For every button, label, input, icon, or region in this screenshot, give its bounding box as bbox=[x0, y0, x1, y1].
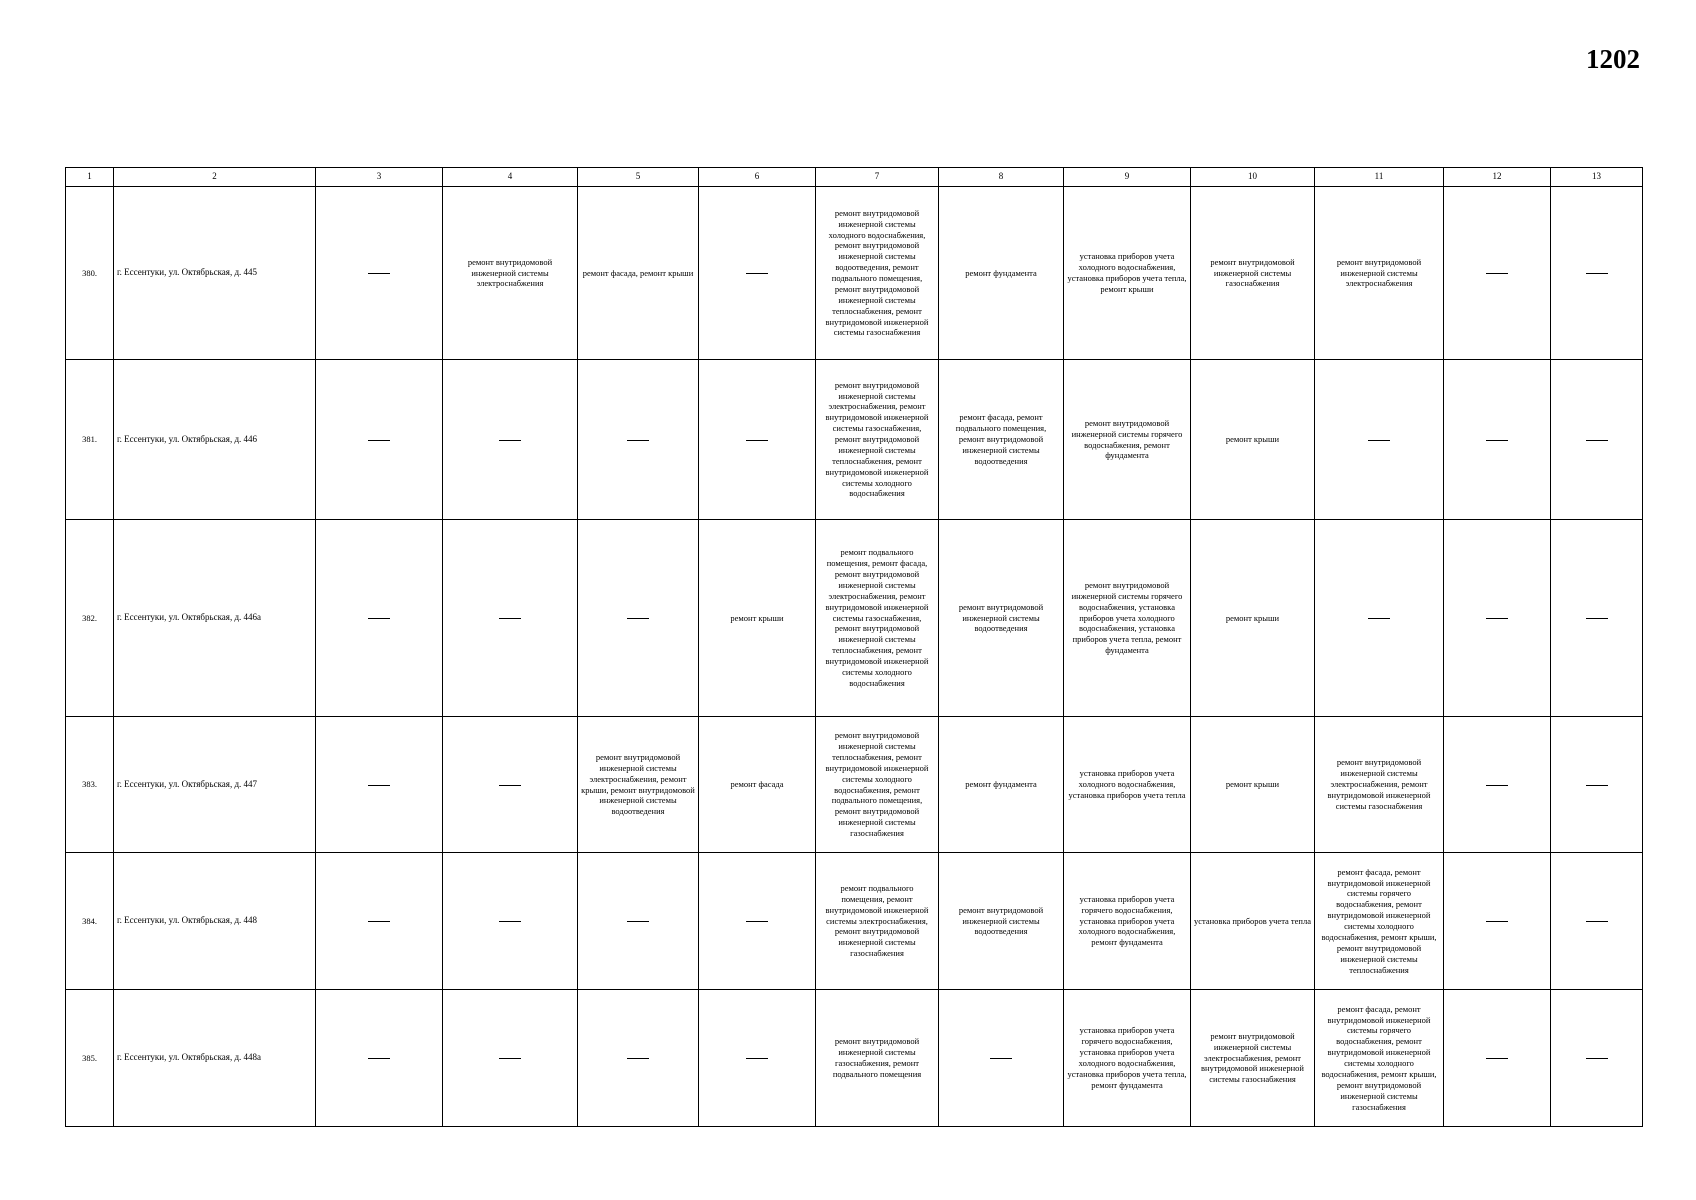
dash-mark bbox=[990, 1058, 1012, 1059]
empty-cell bbox=[699, 853, 816, 990]
empty-cell bbox=[1551, 520, 1643, 717]
empty-cell bbox=[939, 990, 1064, 1127]
empty-cell bbox=[443, 717, 578, 853]
dash-mark bbox=[499, 618, 521, 619]
column-number-header: 6 bbox=[699, 168, 816, 187]
work-cell: ремонт фундамента bbox=[939, 187, 1064, 360]
empty-cell bbox=[578, 360, 699, 520]
dash-mark bbox=[1586, 1058, 1608, 1059]
dash-mark bbox=[1586, 618, 1608, 619]
repair-schedule-table bbox=[65, 167, 1643, 1127]
column-number-header: 13 bbox=[1551, 168, 1643, 187]
dash-mark bbox=[499, 921, 521, 922]
empty-cell bbox=[316, 187, 443, 360]
dash-mark bbox=[746, 1058, 768, 1059]
dash-mark bbox=[368, 785, 390, 786]
dash-mark bbox=[627, 618, 649, 619]
work-cell: ремонт внутридомовой инженерной системы электроснабжения, ремонт внутридомовой инженерной системы газоснабжения, ремонт внутридомовой инженерной системы теплоснабжения, ремонт внутридомовой инженерной системы холодного водоснабжения bbox=[816, 360, 939, 520]
dash-mark bbox=[627, 440, 649, 441]
work-cell: ремонт фасада, ремонт подвального помещения, ремонт внутридомовой инженерной системы водоотведения bbox=[939, 360, 1064, 520]
column-number-header: 10 bbox=[1191, 168, 1315, 187]
work-cell: ремонт внутридомовой инженерной системы водоотведения bbox=[939, 520, 1064, 717]
work-cell: ремонт крыши bbox=[699, 520, 816, 717]
work-cell: ремонт внутридомовой инженерной системы водоотведения bbox=[939, 853, 1064, 990]
work-cell: ремонт внутридомовой инженерной системы горячего водоснабжения, ремонт фундамента bbox=[1064, 360, 1191, 520]
empty-cell bbox=[443, 360, 578, 520]
dash-mark bbox=[627, 1058, 649, 1059]
work-cell: ремонт внутридомовой инженерной системы электроснабжения, ремонт крыши, ремонт внутридомовой инженерной системы водоотведения bbox=[578, 717, 699, 853]
empty-cell bbox=[316, 853, 443, 990]
column-number-header: 8 bbox=[939, 168, 1064, 187]
empty-cell bbox=[699, 360, 816, 520]
dash-mark bbox=[746, 921, 768, 922]
address-cell: г. Ессентуки, ул. Октябрьская, д. 445 bbox=[114, 187, 316, 360]
work-cell: ремонт внутридомовой инженерной системы электроснабжения, ремонт внутридомовой инженерной системы газоснабжения bbox=[1315, 717, 1444, 853]
dash-mark bbox=[1368, 440, 1390, 441]
table-row bbox=[66, 990, 1643, 1127]
row-number: 380. bbox=[66, 187, 114, 360]
table-row bbox=[66, 187, 1643, 360]
empty-cell bbox=[1444, 717, 1551, 853]
column-number-header: 9 bbox=[1064, 168, 1191, 187]
empty-cell bbox=[443, 990, 578, 1127]
dash-mark bbox=[499, 440, 521, 441]
work-cell: ремонт внутридомовой инженерной системы электроснабжения bbox=[443, 187, 578, 360]
dash-mark bbox=[368, 921, 390, 922]
dash-mark bbox=[1486, 1058, 1508, 1059]
table-row bbox=[66, 520, 1643, 717]
empty-cell bbox=[578, 990, 699, 1127]
dash-mark bbox=[368, 273, 390, 274]
work-cell: ремонт внутридомовой инженерной системы электроснабжения, ремонт внутридомовой инженерной системы газоснабжения bbox=[1191, 990, 1315, 1127]
empty-cell bbox=[1444, 360, 1551, 520]
row-number: 383. bbox=[66, 717, 114, 853]
dash-mark bbox=[1586, 921, 1608, 922]
empty-cell bbox=[316, 360, 443, 520]
dash-mark bbox=[368, 440, 390, 441]
dash-mark bbox=[627, 921, 649, 922]
work-cell: ремонт крыши bbox=[1191, 360, 1315, 520]
work-cell: ремонт внутридомовой инженерной системы газоснабжения bbox=[1191, 187, 1315, 360]
work-cell: ремонт крыши bbox=[1191, 717, 1315, 853]
empty-cell bbox=[1551, 717, 1643, 853]
empty-cell bbox=[316, 520, 443, 717]
work-cell: ремонт внутридомовой инженерной системы горячего водоснабжения, установка приборов учета холодного водоснабжения, установка приборов учета тепла, ремонт фундамента bbox=[1064, 520, 1191, 717]
address-cell: г. Ессентуки, ул. Октябрьская, д. 448а bbox=[114, 990, 316, 1127]
work-cell: ремонт внутридомовой инженерной системы теплоснабжения, ремонт внутридомовой инженерной системы холодного водоснабжения, ремонт подвального помещения, ремонт внутридомовой инженерной системы газоснабжения bbox=[816, 717, 939, 853]
empty-cell bbox=[1444, 520, 1551, 717]
column-number-header: 11 bbox=[1315, 168, 1444, 187]
empty-cell bbox=[1315, 520, 1444, 717]
column-number-header: 2 bbox=[114, 168, 316, 187]
dash-mark bbox=[1486, 440, 1508, 441]
address-cell: г. Ессентуки, ул. Октябрьская, д. 448 bbox=[114, 853, 316, 990]
address-cell: г. Ессентуки, ул. Октябрьская, д. 446 bbox=[114, 360, 316, 520]
column-number-header: 5 bbox=[578, 168, 699, 187]
dash-mark bbox=[1368, 618, 1390, 619]
table-row bbox=[66, 853, 1643, 990]
empty-cell bbox=[1551, 187, 1643, 360]
work-cell: ремонт внутридомовой инженерной системы холодного водоснабжения, ремонт внутридомовой инженерной системы водоотведения, ремонт подвального помещения, ремонт внутридомовой инженерной системы теплоснабжения, ремонт внутридомовой инженерной системы газоснабжения bbox=[816, 187, 939, 360]
work-cell: установка приборов учета холодного водоснабжения, установка приборов учета тепла, ремонт крыши bbox=[1064, 187, 1191, 360]
work-cell: ремонт подвального помещения, ремонт внутридомовой инженерной системы электроснабжения, ремонт внутридомовой инженерной системы газоснабжения bbox=[816, 853, 939, 990]
dash-mark bbox=[746, 273, 768, 274]
dash-mark bbox=[1586, 440, 1608, 441]
page-number: 1202 bbox=[1586, 44, 1640, 74]
dash-mark bbox=[499, 1058, 521, 1059]
row-number: 384. bbox=[66, 853, 114, 990]
dash-mark bbox=[1486, 921, 1508, 922]
work-cell: ремонт крыши bbox=[1191, 520, 1315, 717]
empty-cell bbox=[699, 990, 816, 1127]
work-cell: ремонт подвального помещения, ремонт фасада, ремонт внутридомовой инженерной системы электроснабжения, ремонт внутридомовой инженерной системы газоснабжения, ремонт внутридомовой инженерной системы теплоснабжения, ремонт внутридомовой инженерной системы холодного водоснабжения bbox=[816, 520, 939, 717]
table-row bbox=[66, 717, 1643, 853]
dash-mark bbox=[746, 440, 768, 441]
empty-cell bbox=[316, 990, 443, 1127]
empty-cell bbox=[1444, 187, 1551, 360]
empty-cell bbox=[443, 853, 578, 990]
dash-mark bbox=[368, 1058, 390, 1059]
empty-cell bbox=[316, 717, 443, 853]
row-number: 381. bbox=[66, 360, 114, 520]
column-number-header: 12 bbox=[1444, 168, 1551, 187]
column-number-header: 4 bbox=[443, 168, 578, 187]
address-cell: г. Ессентуки, ул. Октябрьская, д. 446а bbox=[114, 520, 316, 717]
column-number-row bbox=[66, 168, 1643, 187]
column-number-header: 7 bbox=[816, 168, 939, 187]
dash-mark bbox=[1586, 785, 1608, 786]
table-row bbox=[66, 360, 1643, 520]
work-cell: ремонт фасада bbox=[699, 717, 816, 853]
dash-mark bbox=[1486, 273, 1508, 274]
empty-cell bbox=[578, 853, 699, 990]
empty-cell bbox=[443, 520, 578, 717]
dash-mark bbox=[1586, 273, 1608, 274]
row-number: 385. bbox=[66, 990, 114, 1127]
work-cell: ремонт фасада, ремонт внутридомовой инженерной системы горячего водоснабжения, ремонт внутридомовой инженерной системы холодного водоснабжения, ремонт крыши, ремонт внутридомовой инженерной системы газоснабжения bbox=[1315, 990, 1444, 1127]
empty-cell bbox=[578, 520, 699, 717]
empty-cell bbox=[1444, 990, 1551, 1127]
work-cell: ремонт фундамента bbox=[939, 717, 1064, 853]
dash-mark bbox=[1486, 785, 1508, 786]
empty-cell bbox=[1444, 853, 1551, 990]
empty-cell bbox=[1551, 990, 1643, 1127]
work-cell: установка приборов учета тепла bbox=[1191, 853, 1315, 990]
work-cell: ремонт фасада, ремонт внутридомовой инженерной системы горячего водоснабжения, ремонт внутридомовой инженерной системы холодного водоснабжения, ремонт крыши, ремонт внутридомовой инженерной системы теплоснабжения bbox=[1315, 853, 1444, 990]
row-number: 382. bbox=[66, 520, 114, 717]
empty-cell bbox=[1551, 360, 1643, 520]
dash-mark bbox=[499, 785, 521, 786]
empty-cell bbox=[1551, 853, 1643, 990]
address-cell: г. Ессентуки, ул. Октябрьская, д. 447 bbox=[114, 717, 316, 853]
column-number-header: 1 bbox=[66, 168, 114, 187]
work-cell: установка приборов учета холодного водоснабжения, установка приборов учета тепла bbox=[1064, 717, 1191, 853]
dash-mark bbox=[1486, 618, 1508, 619]
empty-cell bbox=[1315, 360, 1444, 520]
work-cell: установка приборов учета горячего водоснабжения, установка приборов учета холодного водоснабжения, установка приборов учета тепла, ремонт фундамента bbox=[1064, 990, 1191, 1127]
column-number-header: 3 bbox=[316, 168, 443, 187]
work-cell: ремонт внутридомовой инженерной системы электроснабжения bbox=[1315, 187, 1444, 360]
work-cell: ремонт фасада, ремонт крыши bbox=[578, 187, 699, 360]
empty-cell bbox=[699, 187, 816, 360]
work-cell: установка приборов учета горячего водоснабжения, установка приборов учета холодного водоснабжения, ремонт фундамента bbox=[1064, 853, 1191, 990]
work-cell: ремонт внутридомовой инженерной системы газоснабжения, ремонт подвального помещения bbox=[816, 990, 939, 1127]
dash-mark bbox=[368, 618, 390, 619]
